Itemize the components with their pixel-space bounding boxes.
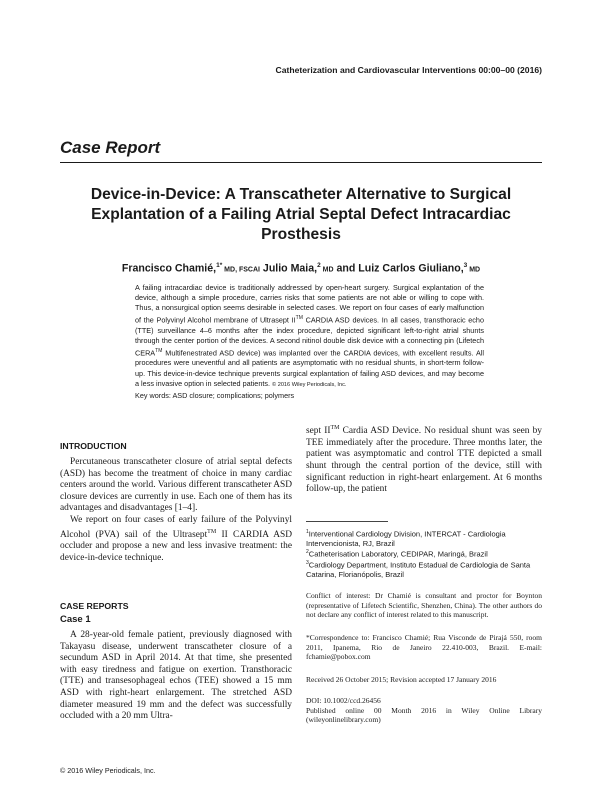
author-affiliation-mark: 3 <box>463 262 468 269</box>
footer-copyright: © 2016 Wiley Periodicals, Inc. <box>60 766 156 775</box>
section-label: Case Report <box>60 138 161 157</box>
author-name: and Luiz Carlos Giuliano, <box>336 262 464 275</box>
paragraph: sept II™ Cardia ASD Device. No residual shunt was seen by TEE immediately after the procedure. Three months later, the patient was asymptomatic and control TTE depicted a small shunt through the central portion of the device, still with significant reduction in right-heart enlargement. At 6 months follow-up, the patient <box>306 425 542 495</box>
author-affiliation-mark: 2 <box>317 262 321 269</box>
author-degree: MD <box>320 266 334 274</box>
introduction-heading: INTRODUCTION <box>60 441 127 451</box>
paragraph: We report on four cases of early failure of the Polyvinyl Alcohol (PVA) sail of the Ultrasept™ II CARDIA ASD occluder and propose a new and less invasive treatment: the device-in-device technique. <box>60 514 292 563</box>
case1-heading: Case 1 <box>60 614 91 625</box>
doi: DOI: 10.1002/ccd.26456 <box>306 696 381 705</box>
affiliation: $^3$Cardiology Department, Instituto Estadual de Cardiologia de Santa Catarina, Florianópolis, Brazil <box>306 559 531 579</box>
abstract-text: Multifenestrated ASD device) was implanted over the CARDIA devices, with excellent results. All procedures were uneventful and all patients are asymptomatic with no residual shunts, in short-term follow-up. This device-in-device technique prevents surgical explantation of failing ASD devices, and may become a less invasive option in selected patients. <box>135 348 484 388</box>
abstract-text: A failing intracardiac device is traditionally addressed by open-heart surgery. Surgical explantation of the device, although a simple procedure, carries risks that some patients are not able or willing to cope with. Thus, a nonsurgical option seems desirable in selected cases. We report on four cases of early malfunction of the Polyvinyl Alcohol membrane of Ultrasept II <box>135 283 484 325</box>
author-list <box>60 262 542 275</box>
introduction-body <box>60 457 292 564</box>
keywords: Key words: ASD closure; complications; polymers <box>135 391 295 400</box>
correspondence: *Correspondence to: Francisco Chamié; Rua Visconde de Pirajá 550, room 2011, Ipanema, Rio de Janeiro 22.410-003, Brazil. E-mail: fchamie@pobox.com <box>306 633 542 662</box>
author-name: Francisco Chamié, <box>121 262 217 275</box>
case1-body <box>60 630 292 723</box>
footnote-divider <box>306 521 388 522</box>
section-divider <box>60 162 542 163</box>
published-online: Published online 00 Month 2016 in Wiley Online Library (wileyonlinelibrary.com) <box>306 705 542 725</box>
affiliation: $^1$Interventional Cardiology Division, INTERCAT - Cardiologia Intervencionista, RJ, Brazil <box>306 529 506 548</box>
affiliation: $^2$Catheterisation Laboratory, CEDIPAR, Maringá, Brazil <box>306 549 488 559</box>
author-degree: MD, FSCAI <box>222 266 260 274</box>
abstract-text: CARDIA ASD devices. In all cases, transthoracic echo (TTE) surveillance 4–6 months after the index procedure, depicted significant left-to-right atrial shunts through the center portion of the devices. A second nitinol double disk device with a connecting pin (Lifetech CERA <box>135 315 484 358</box>
affiliations <box>306 528 542 579</box>
case1-continuation <box>306 423 542 496</box>
case-reports-heading: CASE REPORTS <box>60 601 129 611</box>
author-name: Julio Maia, <box>262 262 318 275</box>
publication-info <box>306 696 542 725</box>
article-title: Device-in-Device: A Transcatheter Alternative to Surgical Explantation of a Failing Atrial Septal Defect Intracardiac Prosthesis <box>90 186 512 243</box>
paragraph: Percutaneous transcatheter closure of atrial septal defects (ASD) has become the treatment of choice in many cardiac centers around the world. Various different transcatheter ASD closure devices are currently in use. Each one of them has its advantages and disadvantages [1–4]. <box>60 457 292 514</box>
journal-header: Catheterization and Cardiovascular Interventions 00:00–00 (2016) <box>275 65 542 75</box>
trademark-mark: TM <box>295 315 303 322</box>
received-dates: Received 26 October 2015; Revision accepted 17 January 2016 <box>306 675 497 684</box>
author-degree: MD <box>467 266 481 274</box>
trademark-mark: TM <box>155 347 163 354</box>
abstract-copyright: © 2016 Wiley Periodicals, Inc. <box>272 381 347 388</box>
abstract <box>135 283 484 390</box>
author-affiliation-mark: 1* <box>216 262 223 269</box>
conflict-of-interest: Conflict of interest: Dr Chamié is consultant and proctor for Boynton (representative of Lifetech Scientific, Shenzhen, China). The other authors do not declare any conflict of interest related to this manuscript. <box>306 591 542 620</box>
paragraph: A 28-year-old female patient, previously diagnosed with Takayasu disease, underwent transcatheter closure of a secundum ASD in April 2014. At that time, she presented with easy tiredness and fatigue on exertion. Transthoracic (TTE) and transesophageal echos (TEE) showed a 15 mm ASD with right-heart enlargement. The stretched ASD diameter measured 19 mm and the defect was successfully occluded with a 20 mm Ultra- <box>60 630 292 722</box>
